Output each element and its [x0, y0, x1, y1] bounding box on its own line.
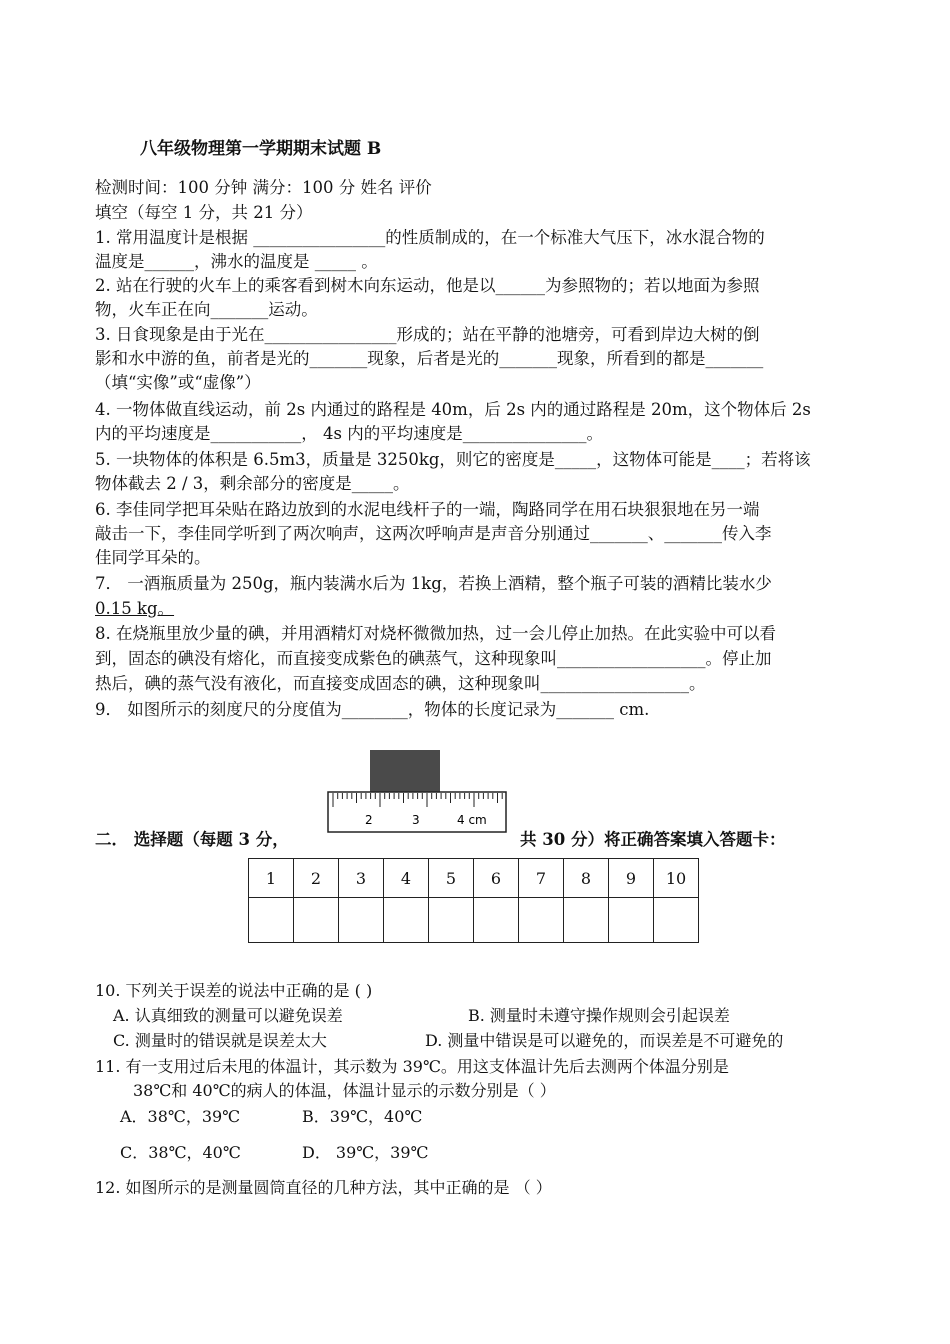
q1-line2: 温度是______，沸水的温度是 _____ 。 [95, 252, 378, 271]
answer-header-9: 9 [609, 859, 654, 898]
exam-meta: 检测时间：100 分钟 满分：100 分 姓名 评价 [95, 178, 432, 197]
answer-cell-2[interactable] [294, 898, 339, 943]
q6-line3: 佳同学耳朵的。 [95, 548, 211, 567]
q10-option-c: C. 测量时的错误就是误差太大 [113, 1031, 327, 1050]
q7-line2: 0.15 kg。 [95, 599, 175, 618]
q10-option-d: D. 测量中错误是可以避免的，而误差是不可避免的 [425, 1031, 784, 1050]
answer-cell-9[interactable] [609, 898, 654, 943]
q8-line3: 热后，碘的蒸气没有液化，而直接变成固态的碘，这种现象叫__________________。 [95, 674, 706, 693]
q2-line2: 物，火车正在向_______运动。 [95, 300, 318, 319]
q5-line2: 物体截去 2 / 3，剩余部分的密度是_____。 [95, 474, 410, 493]
answer-cell-10[interactable] [654, 898, 699, 943]
q11-option-d: D． 39℃，39℃ [302, 1143, 429, 1162]
page-title: 八年级物理第一学期期末试题 B [140, 139, 382, 159]
answer-header-10: 10 [654, 859, 699, 898]
q10-option-b: B. 测量时未遵守操作规则会引起误差 [468, 1006, 730, 1025]
q12-stem: 12. 如图所示的是测量圆筒直径的几种方法，其中正确的是 （ ） [95, 1178, 552, 1197]
q4-line2: 内的平均速度是___________， 4s 内的平均速度是_______________。 [95, 424, 603, 443]
answer-header-2: 2 [294, 859, 339, 898]
q4-line1: 4. 一物体做直线运动，前 2s 内通过的路程是 40m，后 2s 内的通过路程是 20m，这个物体后 2s [95, 400, 811, 419]
answer-cell-3[interactable] [339, 898, 384, 943]
answer-cell-8[interactable] [564, 898, 609, 943]
q6-line1: 6. 李佳同学把耳朵贴在路边放到的水泥电线杆子的一端，陶路同学在用石块狠狠地在另一端 [95, 500, 760, 519]
answer-cell-6[interactable] [474, 898, 519, 943]
ruler-label-2: 2 [365, 813, 373, 827]
q11-option-b: B．39℃，40℃ [302, 1107, 423, 1126]
q6-line2: 敲击一下，李佳同学听到了两次响声，这两次呼响声是声音分别通过_______、_______传入李 [95, 524, 772, 543]
q7-line1: 7． 一酒瓶质量为 250g，瓶内装满水后为 1kg，若换上酒精，整个瓶子可装的酒精比装水少 [95, 574, 772, 593]
answer-header-3: 3 [339, 859, 384, 898]
q8-line2: 到，固态的碘没有熔化，而直接变成紫色的碘蒸气，这种现象叫__________________。停止加 [95, 649, 772, 668]
answer-header-6: 6 [474, 859, 519, 898]
answer-header-1: 1 [249, 859, 294, 898]
ruler-figure [325, 750, 510, 840]
q2-line1: 2. 站在行驶的火车上的乘客看到树木向东运动，他是以______为参照物的；若以地面为参照 [95, 276, 760, 295]
section1-header: 填空（每空 1 分，共 21 分） [95, 203, 313, 222]
q10-stem: 10. 下列关于误差的说法中正确的是 ( ) [95, 981, 373, 1000]
q10-option-a: A. 认真细致的测量可以避免误差 [113, 1006, 343, 1025]
q9-line: 9． 如图所示的刻度尺的分度值为________，物体的长度记录为_______ cm. [95, 700, 650, 719]
answer-cell-4[interactable] [384, 898, 429, 943]
section2-header-left: 二． 选择题（每题 3 分， [95, 830, 289, 849]
q1-line1: 1. 常用温度计是根据 ________________的性质制成的，在一个标准大气压下，冰水混合物的 [95, 228, 765, 247]
q8-line1: 8. 在烧瓶里放少量的碘，并用酒精灯对烧杯微微加热，过一会儿停止加热。在此实验中可以看 [95, 624, 776, 643]
ruler-label-3: 3 [412, 813, 420, 827]
answer-cell-1[interactable] [249, 898, 294, 943]
measured-block [370, 750, 440, 794]
q3-line3: （填“实像”或“虚像”） [95, 373, 261, 392]
q11-stem-line1: 11. 有一支用过后未甩的体温计，其示数为 39℃。用这支体温计先后去测两个体温分别是 [95, 1057, 729, 1076]
q11-option-a: A．38℃，39℃ [120, 1107, 241, 1126]
q3-line1: 3. 日食现象是由于光在________________形成的；站在平静的池塘旁，可看到岸边大树的倒 [95, 325, 760, 344]
answer-cell-5[interactable] [429, 898, 474, 943]
answer-cell-7[interactable] [519, 898, 564, 943]
section2-header-right: 共 30 分）将正确答案填入答题卡： [520, 830, 786, 849]
q3-line2: 影和水中游的鱼，前者是光的_______现象，后者是光的_______现象，所看到的都是_______ [95, 349, 764, 368]
q11-stem-line2: 38℃和 40℃的病人的体温，体温计显示的示数分别是（ ） [133, 1081, 556, 1100]
ruler-label-4cm: 4 cm [457, 813, 487, 827]
answer-header-7: 7 [519, 859, 564, 898]
answer-header-8: 8 [564, 859, 609, 898]
answer-header-4: 4 [384, 859, 429, 898]
q11-option-c: C．38℃，40℃ [120, 1143, 241, 1162]
q5-line1: 5. 一块物体的体积是 6.5m3，质量是 3250kg，则它的密度是_____，这物体可能是____；若将该 [95, 450, 811, 469]
answer-header-5: 5 [429, 859, 474, 898]
answer-card [248, 858, 699, 943]
